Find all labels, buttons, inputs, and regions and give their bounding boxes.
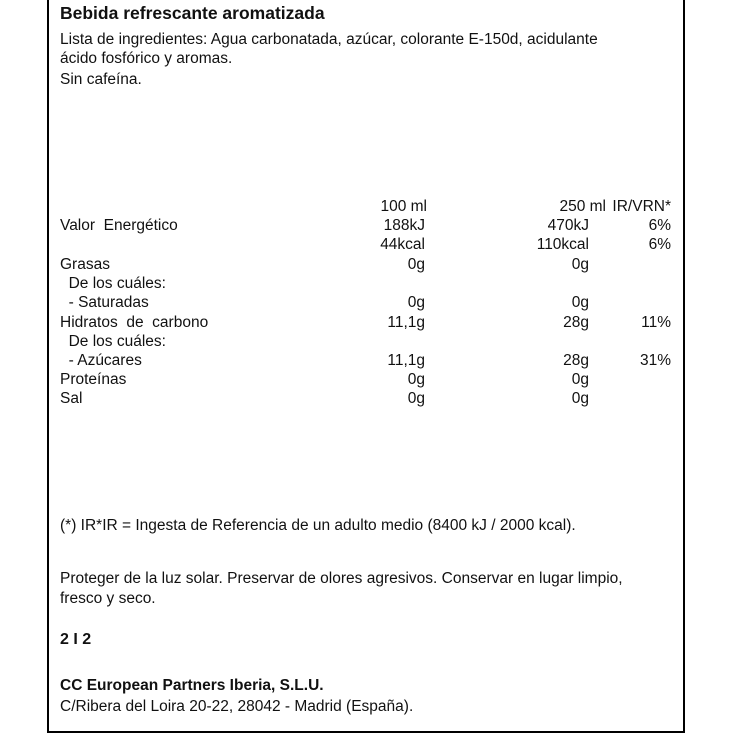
- row-label: - Azúcares: [60, 352, 142, 369]
- header-250ml: 250 ml: [559, 198, 606, 215]
- row-value-100ml: 0g: [407, 294, 425, 311]
- row-value-250ml: 0g: [571, 294, 589, 311]
- header-ir-vrn: IR/VRN*: [612, 198, 671, 215]
- row-value-ir: 6%: [648, 236, 671, 253]
- row-label: De los cuáles:: [60, 275, 166, 292]
- row-value-250ml: 110kcal: [536, 236, 589, 253]
- row-label: Proteínas: [60, 371, 127, 388]
- row-value-100ml: 0g: [407, 371, 425, 388]
- caffeine-note: Sin cafeína.: [60, 71, 142, 88]
- row-value-100ml: 11,1g: [387, 314, 425, 331]
- row-value-100ml: 188kJ: [383, 217, 425, 234]
- row-value-250ml: 0g: [571, 371, 589, 388]
- row-value-ir: 11%: [641, 314, 671, 331]
- product-title: Bebida refrescante aromatizada: [60, 3, 325, 23]
- row-value-250ml: 0g: [571, 390, 589, 407]
- batch-code: 2 I 2: [60, 631, 92, 648]
- row-label: Grasas: [60, 256, 110, 273]
- row-value-250ml: 0g: [571, 256, 589, 273]
- row-label: - Saturadas: [60, 294, 149, 311]
- row-label: Hidratos de carbono: [60, 314, 209, 331]
- row-label: De los cuáles:: [60, 333, 166, 350]
- storage-line-2: fresco y seco.: [60, 590, 156, 607]
- row-value-100ml: 0g: [407, 390, 425, 407]
- header-100ml: 100 ml: [380, 198, 427, 215]
- row-value-100ml: 11,1g: [387, 352, 425, 369]
- row-label: Valor Energético: [60, 217, 178, 234]
- ingredients-line-1: Lista de ingredientes: Agua carbonatada, azúcar, colorante E-150d, acidulante: [60, 31, 598, 48]
- company-name: CC European Partners Iberia, S.L.U.: [60, 677, 324, 694]
- ingredients-line-2: ácido fosfórico y aromas.: [60, 50, 233, 67]
- row-value-250ml: 28g: [563, 352, 589, 369]
- row-value-100ml: 0g: [407, 256, 425, 273]
- row-value-250ml: 28g: [563, 314, 589, 331]
- company-address: C/Ribera del Loira 20-22, 28042 - Madrid (España).: [60, 698, 414, 715]
- row-label: Sal: [60, 390, 83, 407]
- row-value-ir: 31%: [639, 352, 671, 369]
- row-value-ir: 6%: [648, 217, 671, 234]
- row-value-250ml: 470kJ: [547, 217, 589, 234]
- storage-line-1: Proteger de la luz solar. Preservar de olores agresivos. Conservar en lugar limpio,: [60, 570, 623, 587]
- row-value-100ml: 44kcal: [380, 236, 425, 253]
- footnote: (*) IR*IR = Ingesta de Referencia de un adulto medio (8400 kJ / 2000 kcal).: [60, 517, 576, 534]
